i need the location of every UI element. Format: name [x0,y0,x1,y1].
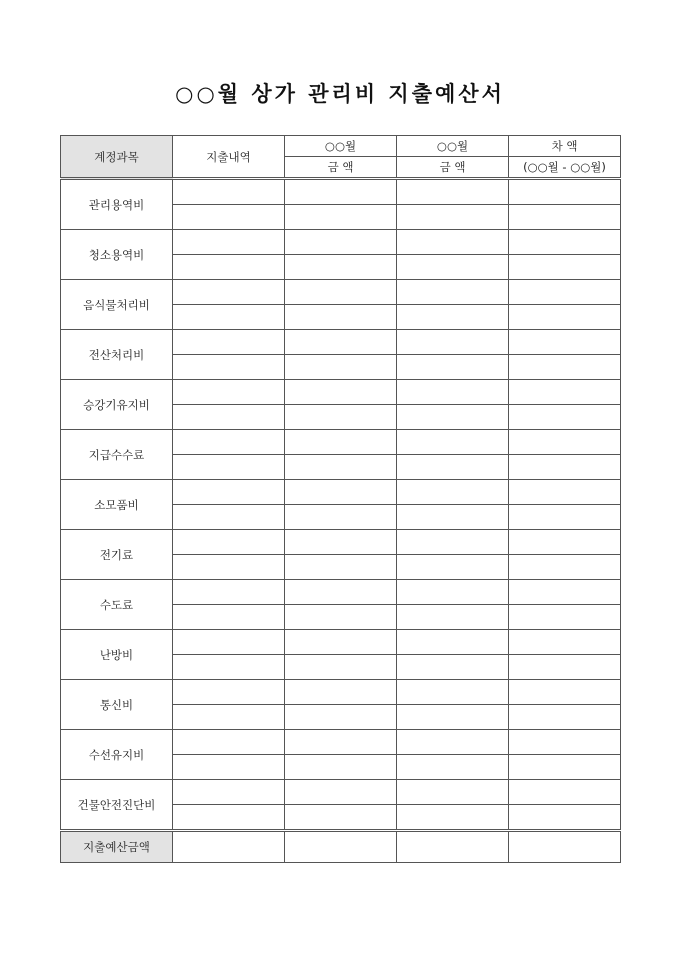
amount-1-cell[interactable] [285,630,397,655]
table-row [61,530,621,555]
amount-1-cell[interactable] [285,780,397,805]
difference-cell[interactable] [509,305,621,330]
amount-2-cell[interactable] [397,505,509,530]
amount-1-cell[interactable] [285,380,397,405]
amount-2-cell[interactable] [397,255,509,280]
amount-1-cell[interactable] [285,730,397,755]
amount-2-cell[interactable] [397,280,509,305]
amount-1-cell[interactable] [285,205,397,230]
difference-cell[interactable] [509,605,621,630]
difference-cell[interactable] [509,755,621,780]
difference-cell[interactable] [509,380,621,405]
detail-cell[interactable] [173,355,285,380]
detail-cell[interactable] [173,305,285,330]
amount-2-cell[interactable] [397,705,509,730]
amount-1-cell[interactable] [285,305,397,330]
detail-cell[interactable] [173,205,285,230]
amount-1-cell[interactable] [285,480,397,505]
detail-cell[interactable] [173,179,285,205]
amount-1-cell[interactable] [285,755,397,780]
difference-cell[interactable] [509,480,621,505]
amount-1-cell[interactable] [285,805,397,831]
account-category: 음식물처리비 [61,280,173,330]
table-row [61,680,621,705]
table-row [61,179,621,205]
detail-cell[interactable] [173,680,285,705]
amount-1-cell[interactable] [285,580,397,605]
amount-2-cell[interactable] [397,755,509,780]
amount-1-cell[interactable] [285,505,397,530]
amount-2-cell[interactable] [397,580,509,605]
difference-cell[interactable] [509,205,621,230]
amount-1-cell[interactable] [285,255,397,280]
table-row [61,780,621,805]
detail-cell[interactable] [173,530,285,555]
amount-1-cell[interactable] [285,230,397,255]
detail-cell[interactable] [173,805,285,831]
amount-2-cell[interactable] [397,380,509,405]
difference-cell[interactable] [509,355,621,380]
amount-2-cell[interactable] [397,730,509,755]
table-row [61,630,621,655]
difference-cell[interactable] [509,630,621,655]
amount-1-cell[interactable] [285,405,397,430]
amount-2-cell[interactable] [397,405,509,430]
difference-cell[interactable] [509,555,621,580]
header-amount-1: 금 액 [285,157,397,179]
difference-cell[interactable] [509,805,621,831]
detail-cell[interactable] [173,430,285,455]
detail-cell[interactable] [173,280,285,305]
difference-cell[interactable] [509,780,621,805]
account-category: 수도료 [61,580,173,630]
header-difference: 차 액 [509,136,621,157]
table-row [61,730,621,755]
budget-table [60,135,621,863]
amount-2-cell[interactable] [397,430,509,455]
account-category: 청소용역비 [61,230,173,280]
amount-2-cell[interactable] [397,780,509,805]
amount-1-cell[interactable] [285,655,397,680]
amount-2-cell[interactable] [397,355,509,380]
account-category: 난방비 [61,630,173,680]
total-difference-cell[interactable] [509,831,621,863]
difference-cell[interactable] [509,430,621,455]
table-row [61,580,621,605]
difference-cell[interactable] [509,230,621,255]
account-category: 통신비 [61,680,173,730]
amount-1-cell[interactable] [285,605,397,630]
amount-2-cell[interactable] [397,805,509,831]
account-category: 지급수수료 [61,430,173,480]
detail-cell[interactable] [173,580,285,605]
total-detail-cell[interactable] [173,831,285,863]
amount-1-cell[interactable] [285,430,397,455]
difference-cell[interactable] [509,179,621,205]
amount-1-cell[interactable] [285,355,397,380]
detail-cell[interactable] [173,380,285,405]
amount-2-cell[interactable] [397,330,509,355]
account-category: 전산처리비 [61,330,173,380]
header-amount-2: 금 액 [397,157,509,179]
detail-cell[interactable] [173,705,285,730]
amount-2-cell[interactable] [397,455,509,480]
amount-2-cell[interactable] [397,480,509,505]
detail-cell[interactable] [173,255,285,280]
difference-cell[interactable] [509,255,621,280]
amount-1-cell[interactable] [285,530,397,555]
detail-cell[interactable] [173,630,285,655]
amount-2-cell[interactable] [397,630,509,655]
difference-cell[interactable] [509,705,621,730]
amount-1-cell[interactable] [285,680,397,705]
difference-cell[interactable] [509,405,621,430]
amount-2-cell[interactable] [397,230,509,255]
amount-1-cell[interactable] [285,179,397,205]
budget-rows [61,179,621,831]
detail-cell[interactable] [173,780,285,805]
account-category: 소모품비 [61,480,173,530]
difference-cell[interactable] [509,730,621,755]
document-title: ○○월 상가 관리비 지출예산서 [175,81,505,106]
total-amount-1-cell[interactable] [285,831,397,863]
header-month-2: ○○월 [397,136,509,157]
header-account: 계정과목 [61,136,173,179]
difference-cell[interactable] [509,505,621,530]
header-difference-formula: (○○월 - ○○월) [509,157,621,179]
amount-1-cell[interactable] [285,555,397,580]
amount-1-cell[interactable] [285,280,397,305]
table-row [61,230,621,255]
detail-cell[interactable] [173,755,285,780]
table-row [61,480,621,505]
difference-cell[interactable] [509,455,621,480]
account-category: 관리용역비 [61,179,173,230]
table-row [61,380,621,405]
detail-cell[interactable] [173,655,285,680]
amount-2-cell[interactable] [397,305,509,330]
detail-cell[interactable] [173,730,285,755]
amount-2-cell[interactable] [397,655,509,680]
amount-2-cell[interactable] [397,205,509,230]
account-category: 건물안전진단비 [61,780,173,831]
detail-cell[interactable] [173,505,285,530]
table-row [61,430,621,455]
difference-cell[interactable] [509,330,621,355]
account-category: 수선유지비 [61,730,173,780]
table-row [61,330,621,355]
difference-cell[interactable] [509,580,621,605]
account-category: 승강기유지비 [61,380,173,430]
difference-cell[interactable] [509,655,621,680]
account-category: 전기료 [61,530,173,580]
detail-cell[interactable] [173,230,285,255]
total-amount-2-cell[interactable] [397,831,509,863]
detail-cell[interactable] [173,330,285,355]
amount-2-cell[interactable] [397,530,509,555]
header-detail: 지출내역 [173,136,285,179]
table-row [61,280,621,305]
detail-cell[interactable] [173,405,285,430]
amount-1-cell[interactable] [285,330,397,355]
total-row [61,831,621,863]
detail-cell[interactable] [173,555,285,580]
detail-cell[interactable] [173,455,285,480]
amount-1-cell[interactable] [285,455,397,480]
detail-cell[interactable] [173,605,285,630]
difference-cell[interactable] [509,680,621,705]
amount-2-cell[interactable] [397,680,509,705]
header-month-1: ○○월 [285,136,397,157]
amount-2-cell[interactable] [397,605,509,630]
amount-1-cell[interactable] [285,705,397,730]
total-label: 지출예산금액 [61,831,173,863]
difference-cell[interactable] [509,280,621,305]
amount-2-cell[interactable] [397,179,509,205]
detail-cell[interactable] [173,480,285,505]
amount-2-cell[interactable] [397,555,509,580]
difference-cell[interactable] [509,530,621,555]
